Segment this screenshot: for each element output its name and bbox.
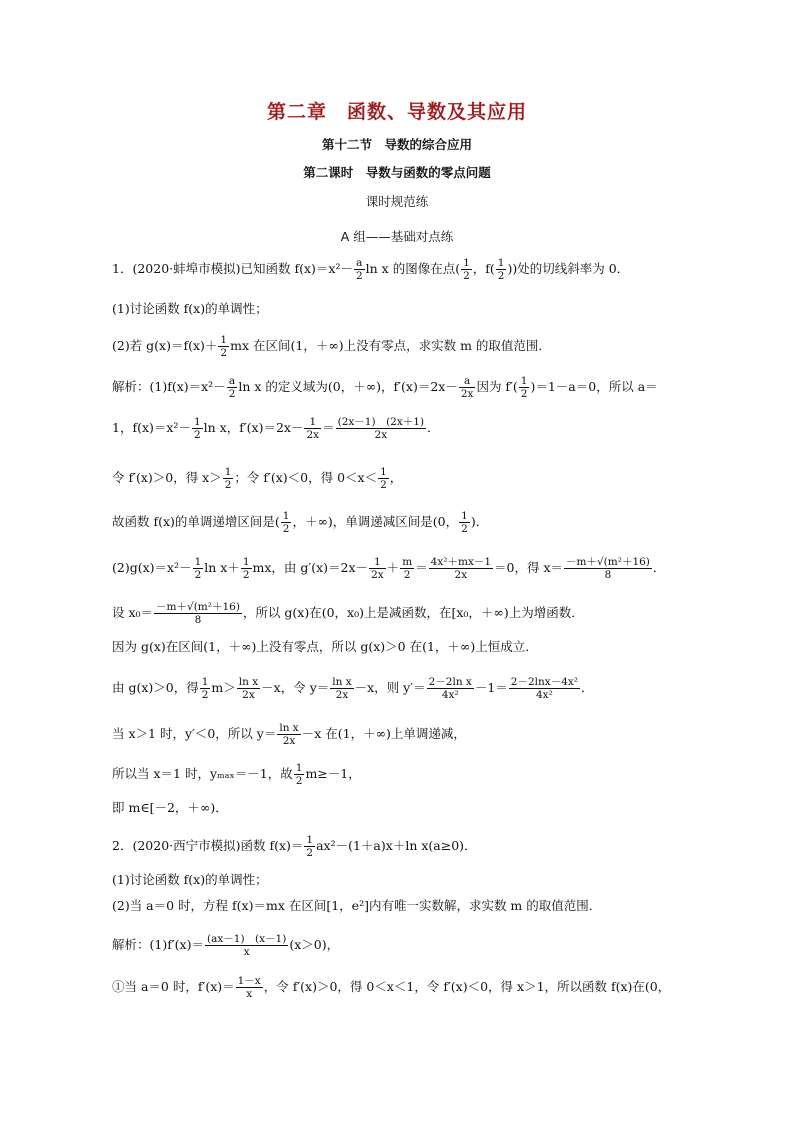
problem-2-statement: 2．(2020·西宁市模拟)函数 f(x)＝ $\frac{1}{2}$ ax²－(1＋a)x＋ln x(a≥0)． — [112, 834, 477, 859]
fraction: $\frac{\text{2－2lnx－4x²}}{\text{4x²}}$ — [510, 676, 579, 701]
fraction: $\frac{(ax-1) (x-1)}{x}$ — [206, 933, 287, 958]
fraction: $\frac{1}{2x}$ — [306, 416, 320, 441]
fraction: $\frac{\text{－m＋√(m²＋16)}}{8}$ — [156, 601, 240, 626]
solution-1-line-7: 因为 g(x)在区间(1，＋∞)上没有零点，所以 g(x)＞0 在(1，＋∞)上恒成立． — [112, 639, 538, 654]
fraction: $\frac{1}{2}$ — [463, 257, 470, 282]
problem-2-part-2: (2)当 a＝0 时，方程 f(x)＝mx 在区间[1，e²]内有唯一实数解，求实数 m 的取值范围． — [112, 898, 602, 913]
solution-2-line-1: 解析：(1)f′(x)＝ $\frac{(ax-1) (x-1)}{x}$ (x＞0)， — [112, 933, 340, 958]
fraction: $\frac{1}{2x}$ — [371, 556, 384, 581]
fraction: $\frac{(2x-1) (2x+1)}{2x}$ — [337, 416, 425, 441]
fraction: $\frac{\text{ln x}}{2x}$ — [238, 676, 259, 701]
solution-2-line-2: ①当 a＝0 时，f′(x)＝ $\frac{1-x}{x}$ ，令 f′(x)＞0，得 0＜x＜1，令 f′(x)＜0，得 x＞1，所以函数 f(x)在(0， — [112, 975, 671, 1000]
fraction: $\frac{1-x}{x}$ — [237, 975, 261, 1000]
fraction: $\frac{\text{ln x}}{2x}$ — [332, 676, 352, 701]
fraction: $\frac{1}{2}$ — [194, 556, 202, 581]
solution-1-line-1: 解析：(1)f(x)＝x²－ $\frac{a}{2}$ ln x 的定义域为(0，＋∞)，f′(x)＝2x－ $\frac{a}{2x}$ 因为 f′( $\frac{1}{2}$ )＝1－a＝0，所以 a＝ — [112, 375, 658, 400]
section-title: 第十二节 导数的综合应用 — [321, 137, 472, 152]
fraction: $\frac{1}{2}$ — [193, 416, 201, 441]
problem-2-part-1: (1)讨论函数 f(x)的单调性； — [112, 872, 268, 887]
fraction: $\frac{1}{2}$ — [461, 510, 468, 535]
solution-1-line-5: (2)g(x)＝x²－ $\frac{1}{2}$ ln x＋ $\frac{1}{2}$ mx，由 g′(x)＝2x－ $\frac{1}{2x}$ ＋ $\frac{m}{2}$ ＝ $\frac{\text{4x²＋mx－1}}{2x}$ ＝0，得 x＝ $\frac{\text{－m＋√(m²＋16)}}{8}$ ． — [112, 556, 666, 581]
fraction: $\frac{\text{2－2ln x}}{\text{4x²}}$ — [428, 676, 472, 701]
fraction: $\frac{1}{2}$ — [520, 375, 528, 400]
solution-1-line-10: 所以当 x＝1 时，yₘₐₓ＝－1，故 $\frac{1}{2}$ m≥－1， — [112, 762, 361, 787]
fraction: $\frac{\text{－m＋√(m²＋16)}}{8}$ — [566, 556, 650, 581]
fraction: $\frac{a}{2}$ — [355, 257, 363, 282]
chapter-title: 第二章 函数、导数及其应用 — [266, 102, 527, 123]
fraction: $\frac{1}{2}$ — [242, 556, 250, 581]
solution-1-line-9: 当 x＞1 时，y′＜0，所以 y＝ $\frac{\text{ln x}}{2x}$ －x 在(1，＋∞)上单调递减， — [112, 722, 466, 747]
fraction: $\frac{1}{2}$ — [224, 466, 232, 491]
fraction: $\frac{1}{2}$ — [306, 834, 314, 859]
solution-1-line-4: 故函数 f(x)的单调递增区间是( $\frac{1}{2}$ ，＋∞)，单调递减区间是(0， $\frac{1}{2}$ )． — [112, 510, 489, 535]
solution-1-line-8: 由 g(x)＞0，得 $\frac{1}{2}$ m＞ $\frac{\text{ln x}}{2x}$ －x，令 y＝ $\frac{\text{ln x}}{2x}$ －x，则 y′＝ $\frac{\text{2－2ln x}}{\text{4x²}}$ －1＝ $\frac{\text{2－2lnx－4x²}}{\text{4x²}}$ ． — [112, 676, 594, 701]
problem-1-part-1: (1)讨论函数 f(x)的单调性； — [112, 301, 268, 316]
fraction: $\frac{1}{2}$ — [380, 466, 387, 491]
solution-1-line-2: 1，f(x)＝x²－ $\frac{1}{2}$ ln x，f′(x)＝2x－ $\frac{1}{2x}$ ＝ $\frac{(2x-1) (2x+1)}{2x}$ ． — [112, 416, 440, 441]
problem-1-statement: 1．(2020·蚌埠市模拟)已知函数 f(x)＝x²－ $\frac{a}{2}$ ln x 的图像在点( $\frac{1}{2}$ ，f( $\frac{1}{2}$ ))处的切线斜率为 0． — [112, 257, 630, 282]
fraction: $\frac{1}{2}$ — [220, 334, 228, 359]
solution-1-line-6: 设 x₀＝ $\frac{\text{－m＋√(m²＋16)}}{8}$ ，所以 g(x)在(0，x₀)上是减函数，在[x₀，＋∞)上为增函数． — [112, 601, 584, 626]
fraction: $\frac{1}{2}$ — [497, 257, 505, 282]
fraction: $\frac{1}{2}$ — [282, 510, 290, 535]
solution-1-line-3: 令 f′(x)＞0，得 x＞ $\frac{1}{2}$ ；令 f′(x)＜0，得 0＜x＜ $\frac{1}{2}$ ， — [112, 466, 403, 491]
group-title: A 组——基础对点练 — [340, 229, 454, 244]
fraction: $\frac{\text{4x²＋mx－1}}{2x}$ — [430, 556, 492, 581]
fraction: $\frac{\text{ln x}}{2x}$ — [279, 722, 299, 747]
problem-1-part-2: (2)若 g(x)＝f(x)＋ $\frac{1}{2}$ mx 在区间(1，＋∞)上没有零点，求实数 m 的取值范围． — [112, 334, 551, 359]
fraction: $\frac{a}{2}$ — [228, 375, 236, 400]
fraction: $\frac{1}{2}$ — [201, 676, 209, 701]
fraction: $\frac{m}{2}$ — [402, 556, 413, 581]
practice-title: 课时规范练 — [365, 194, 429, 209]
lesson-title: 第二课时 导数与函数的零点问题 — [303, 165, 491, 180]
solution-1-line-11: 即 m∈[－2，＋∞)． — [112, 800, 228, 815]
fraction: $\frac{a}{2x}$ — [460, 375, 474, 400]
fraction: $\frac{1}{2}$ — [295, 762, 303, 787]
